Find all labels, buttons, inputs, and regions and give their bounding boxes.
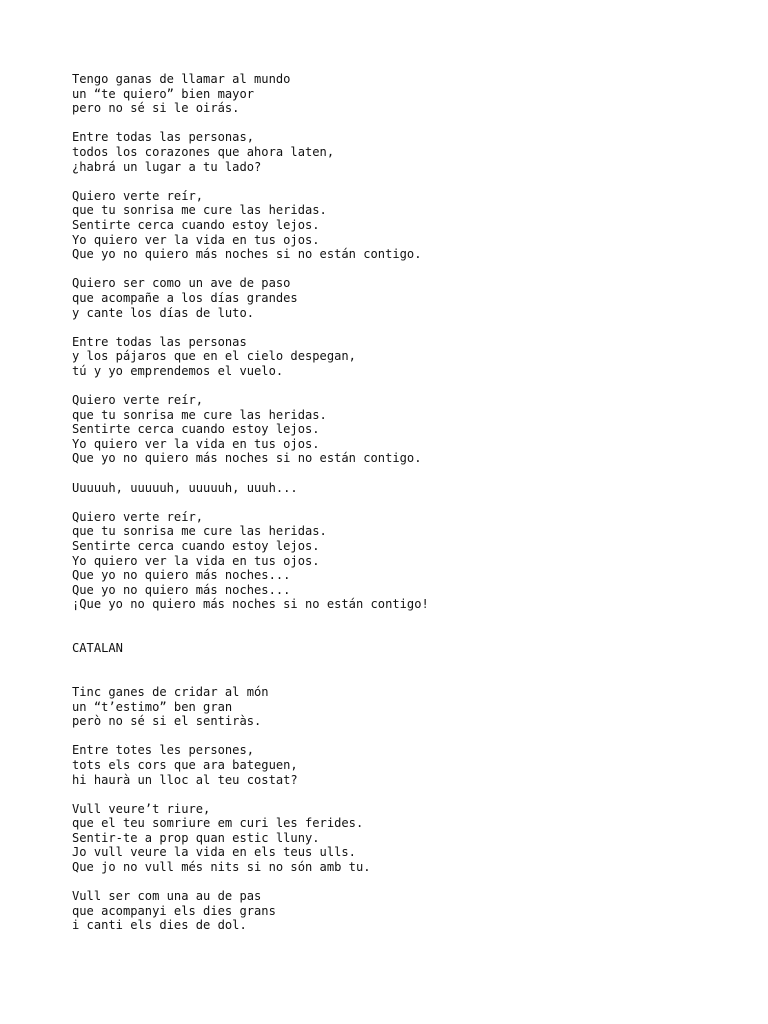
stanza xyxy=(72,72,732,116)
stanza xyxy=(72,481,732,496)
lyric-line: tots els cors que ara bateguen, xyxy=(72,757,298,772)
lyric-line: un “te quiero” bien mayor xyxy=(72,86,255,101)
lyric-line: Tinc ganes de cridar al món xyxy=(72,684,269,699)
lyric-line: Quiero ser como un ave de paso xyxy=(72,276,291,291)
stanza xyxy=(72,510,732,612)
stanza xyxy=(72,802,732,875)
lyric-line: Sentirte cerca cuando estoy lejos. xyxy=(72,539,320,553)
lyric-line: Que yo no quiero más noches si no están contigo. xyxy=(72,247,422,262)
lyric-line: que tu sonrisa me cure las heridas. xyxy=(72,407,327,422)
lyric-line: Quiero verte reír, xyxy=(72,188,204,203)
lyric-line: que acompañe a los días grandes xyxy=(72,290,298,305)
lyric-line: que tu sonrisa me cure las heridas. xyxy=(72,203,327,218)
stanza xyxy=(72,189,732,262)
lyric-line: Entre totes les persones, xyxy=(72,743,255,758)
lyric-line: y cante los días de luto. xyxy=(72,305,255,320)
lyric-line: Sentirte cerca cuando estoy lejos. xyxy=(72,422,320,437)
lyric-line: ¿habrá un lugar a tu lado? xyxy=(72,159,262,174)
lyric-line: un “t’estimo” ben gran xyxy=(72,699,233,714)
lyric-line: Sentirte cerca cuando estoy lejos. xyxy=(72,217,320,232)
lyric-line: todos los corazones que ahora laten, xyxy=(72,144,335,159)
stanza xyxy=(72,889,732,933)
lyric-line: Quiero verte reír, xyxy=(72,393,204,408)
lyric-line: Yo quiero ver la vida en tus ojos. xyxy=(72,436,320,451)
lyric-line: Que yo no quiero más noches... xyxy=(72,582,291,597)
lyric-line: tú y yo emprendemos el vuelo. xyxy=(72,363,284,378)
lyric-line: Vull veure’t riure, xyxy=(72,801,211,816)
lyric-line: que tu sonrisa me cure las heridas. xyxy=(72,524,327,539)
lyric-line: Entre todas las personas xyxy=(72,334,247,349)
lyric-line: Entre todas las personas, xyxy=(72,130,255,145)
stanza xyxy=(72,335,732,379)
lyric-line: que acompanyi els dies grans xyxy=(72,903,276,918)
lyrics-page xyxy=(72,72,732,933)
lyric-line: Que jo no vull més nits si no són amb tu. xyxy=(72,860,371,875)
lyric-line: hi haurà un lloc al teu costat? xyxy=(72,772,298,787)
lyric-line: Jo vull veure la vida en els teus ulls. xyxy=(72,845,356,860)
stanza xyxy=(72,130,732,174)
stanza xyxy=(72,743,732,787)
lyric-line: Yo quiero ver la vida en tus ojos. xyxy=(72,553,320,568)
stanza xyxy=(72,685,732,729)
lyric-line: Sentir-te a prop quan estic lluny. xyxy=(72,830,320,845)
lyric-line: y los pájaros que en el cielo despegan, xyxy=(72,349,356,364)
lyric-line: Que yo no quiero más noches... xyxy=(72,568,291,583)
lyric-line: ¡Que yo no quiero más noches si no están contigo! xyxy=(72,597,429,612)
stanza xyxy=(72,393,732,466)
lyric-line: Yo quiero ver la vida en tus ojos. xyxy=(72,232,320,247)
lyric-line: Quiero verte reír, xyxy=(72,509,204,524)
lyric-line: però no sé si el sentiràs. xyxy=(72,714,262,729)
section-heading: CATALAN xyxy=(72,641,123,656)
lyric-line: Uuuuuh, uuuuuh, uuuuuh, uuuh... xyxy=(72,480,298,495)
lyric-line: i canti els dies de dol. xyxy=(72,918,247,933)
lyric-line: Tengo ganas de llamar al mundo xyxy=(72,72,291,86)
lyric-line: que el teu somriure em curi les ferides. xyxy=(72,816,364,831)
lyric-line: pero no sé si le oirás. xyxy=(72,101,240,116)
stanza xyxy=(72,276,732,320)
lyric-line: Vull ser com una au de pas xyxy=(72,889,262,904)
lyric-line: Que yo no quiero más noches si no están contigo. xyxy=(72,451,422,466)
